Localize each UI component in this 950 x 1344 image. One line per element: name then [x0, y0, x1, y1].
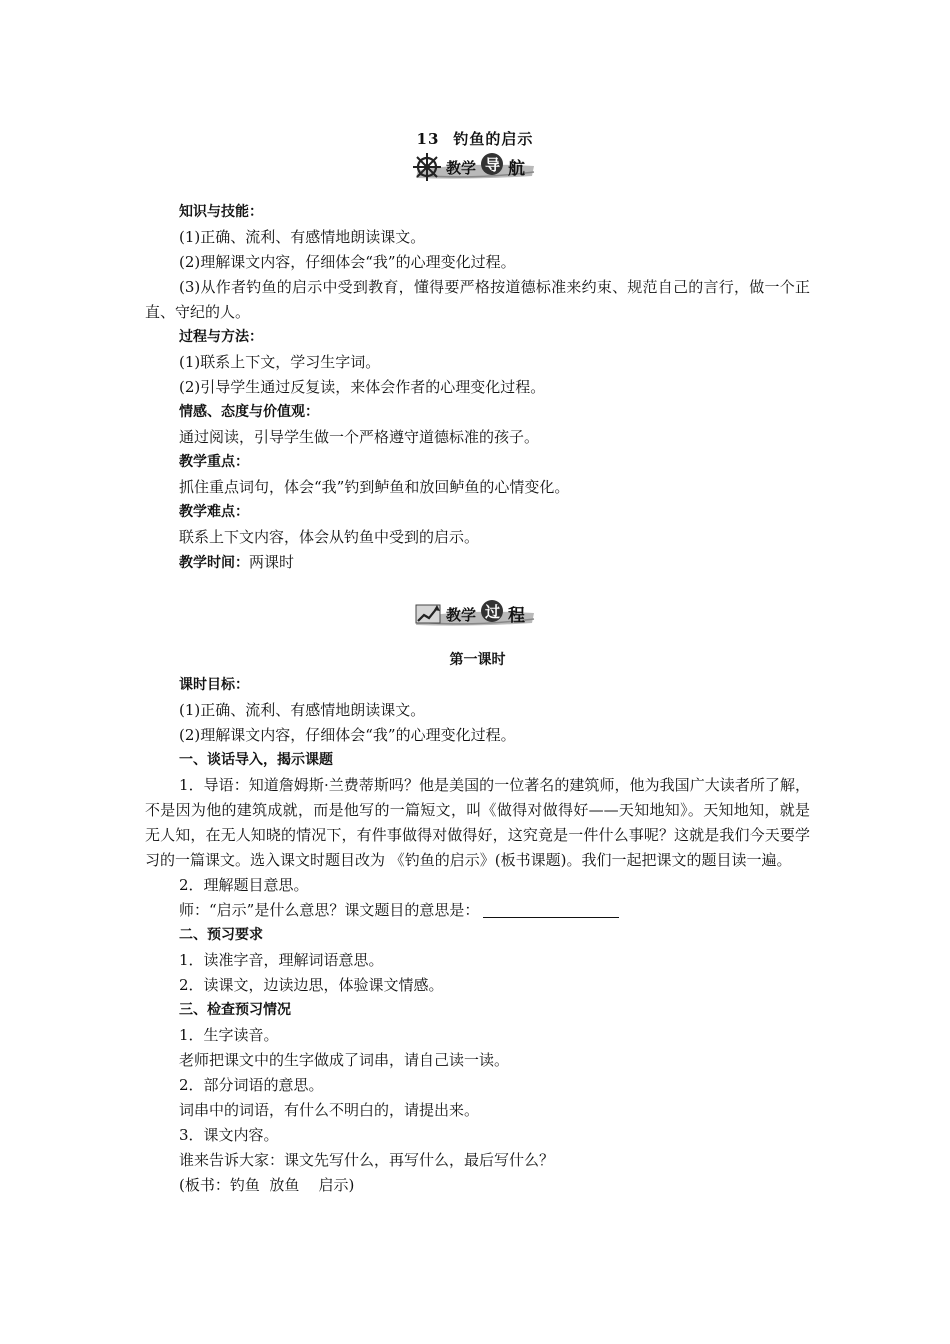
teaching-guide-section: [145, 200, 810, 576]
banner2-text-c: 程: [508, 606, 525, 626]
banner1-text-a: 教学: [446, 159, 477, 177]
guide-line: (1)联系上下文，学习生字词。: [179, 353, 381, 371]
lesson-name: 钓鱼的启示: [453, 130, 534, 148]
heading-step-2: 二、预习要求: [179, 927, 263, 943]
teaching-process-section: [145, 648, 810, 1198]
lesson-number: 13: [416, 130, 440, 148]
chart-arrow-icon: [410, 597, 540, 631]
teaching-time-line: [145, 550, 810, 576]
heading-difficulty: 教学难点：: [179, 504, 249, 520]
session-title: 第一课时: [449, 652, 506, 668]
process-line: 2．读课文，边读边思，体验课文情感。: [179, 976, 444, 994]
process-line: 谁来告诉大家：课文先写什么，再写什么，最后写什么？: [179, 1151, 555, 1169]
heading-time: 教学时间：: [179, 555, 249, 571]
teaching-time-value: 两课时: [249, 553, 295, 571]
guide-line: 联系上下文内容，体会从钓鱼中受到的启示。: [179, 528, 480, 546]
teaching-guide-banner: [0, 150, 950, 184]
guide-line: (1)正确、流利、有感情地朗读课文。: [179, 228, 426, 246]
guide-line: (2)理解课文内容，仔细体会“我”的心理变化过程。: [179, 253, 516, 271]
guide-line: (2)引导学生通过反复读，来体会作者的心理变化过程。: [179, 378, 546, 396]
guide-paragraph: (3)从作者钓鱼的启示中受到教育，懂得要严格按道德标准来约束、规范自己的言行，做一个正直、守纪的人。: [145, 278, 810, 321]
lesson-title: [0, 128, 950, 149]
intro-paragraph: 1．导语：知道詹姆斯·兰费蒂斯吗？他是美国的一位著名的建筑师，他为我国广大读者所了解，不是因为他的建筑成就，而是他写的一篇短文，叫《做得对做得好——天知地知》。天知地知，就是无人知，在无人知晓的情况下，有件事做得对做得好，这究竟是一件什么事呢？这就是我们今天要学习的一篇课文。选入课文时题目改为 《钓鱼的启示》(板书课题)。我们一起把课文的题目读一遍。: [145, 776, 810, 869]
process-line: 2．部分词语的意思。: [179, 1076, 324, 1094]
banner2-text-b: 过: [485, 603, 501, 621]
process-line: 2．理解题目意思。: [179, 876, 309, 894]
heading-step-3: 三、检查预习情况: [179, 1002, 291, 1018]
process-line: 1．读准字音，理解词语意思。: [179, 951, 384, 969]
goal-line: (2)理解课文内容，仔细体会“我”的心理变化过程。: [179, 726, 516, 744]
goal-line: (1)正确、流利、有感情地朗读课文。: [179, 701, 426, 719]
answer-blank: [483, 901, 619, 918]
process-line: 3．课文内容。: [179, 1126, 279, 1144]
teaching-process-banner: [0, 597, 950, 631]
banner2-text-a: 教学: [446, 606, 477, 624]
heading-knowledge: 知识与技能：: [179, 204, 263, 220]
board-note: (板书：钓鱼 放鱼 启示): [179, 1176, 355, 1194]
heading-step-1: 一、谈话导入，揭示课题: [179, 752, 333, 768]
question-line: [145, 898, 810, 923]
heading-emotion: 情感、态度与价值观：: [179, 404, 319, 420]
guide-line: 通过阅读，引导学生做一个严格遵守道德标准的孩子。: [179, 428, 540, 446]
process-line: 词串中的词语，有什么不明白的，请提出来。: [179, 1101, 480, 1119]
heading-session-goal: 课时目标：: [179, 677, 249, 693]
banner1-text-b: 导: [485, 156, 501, 174]
heading-process: 过程与方法：: [179, 329, 263, 345]
ship-wheel-icon: [410, 150, 540, 184]
guide-line: 抓住重点词句，体会“我”钓到鲈鱼和放回鲈鱼的心情变化。: [179, 478, 570, 496]
heading-key-points: 教学重点：: [179, 454, 249, 470]
process-line: 老师把课文中的生字做成了词串，请自己读一读。: [179, 1051, 510, 1069]
question-text: 师：“启示”是什么意思？课文题目的意思是：: [179, 901, 480, 919]
process-line: 1．生字读音。: [179, 1026, 279, 1044]
banner1-text-c: 航: [508, 159, 525, 179]
